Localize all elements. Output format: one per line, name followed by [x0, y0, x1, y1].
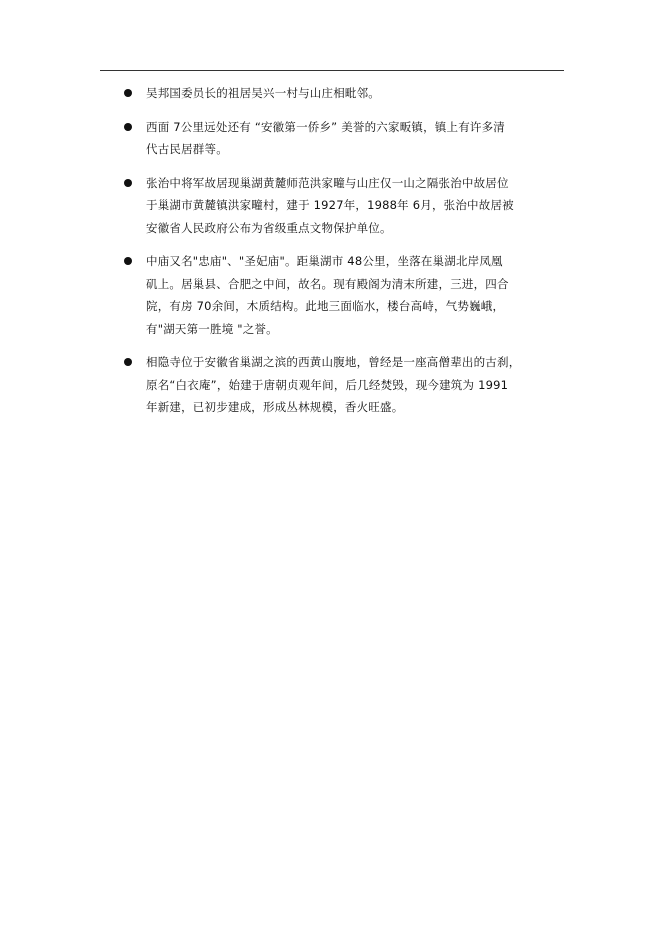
bullet-icon [124, 123, 132, 131]
header-rule [100, 70, 564, 71]
list-item-line: 相隐寺位于安徽省巢湖之滨的西黄山腹地，曾经是一座高僧辈出的古刹， [146, 355, 521, 369]
list-item [100, 351, 570, 419]
bullet-icon [124, 358, 132, 366]
list-item-line: 有"湖天第一胜境 "之誉。 [146, 321, 278, 336]
list-item [100, 250, 570, 340]
bullet-icon [124, 89, 132, 97]
list-item [100, 116, 570, 161]
list-item-line: 院，有房 70余间，木质结构。此地三面临水，楼台高峙，气势巍峨， [146, 299, 505, 313]
list-item-line: 于巢湖市黄麓镇洪家疃村，建于 1927年，1988年 6月，张治中故居被 [146, 198, 514, 212]
list-item-line: 代古民居群等。 [146, 142, 228, 156]
bullet-list [100, 82, 570, 430]
list-item [100, 172, 570, 240]
list-item-line: 矶上。居巢县、合肥之中间，故名。现有殿阁为清末所建，三进，四合 [146, 276, 509, 291]
bullet-icon [124, 179, 132, 187]
list-item-line: 年新建，已初步建成，形成丛林规模，香火旺盛。 [146, 400, 404, 414]
bullet-icon [124, 257, 132, 265]
list-item-line: 原名“白衣庵”，始建于唐朝贞观年间，后几经焚毁，现今建筑为 1991 [146, 377, 509, 392]
list-item-line: 吴邦国委员长的祖居吴兴一村与山庄相毗邻。 [146, 86, 380, 100]
list-item-line: 安徽省人民政府公布为省级重点文物保护单位。 [146, 220, 392, 235]
list-item [100, 82, 570, 105]
list-item-line: 中庙又名"忠庙"、"圣妃庙"。距巢湖市 48公里，坐落在巢湖北岸凤凰 [146, 254, 503, 268]
list-item-line: 西面 7公里远处还有 “安徽第一侨乡” 美誉的六家畈镇，镇上有许多清 [146, 119, 505, 134]
list-item-line: 张治中将军故居现巢湖黄麓师范洪家疃与山庄仅一山之隔张治中故居位 [146, 175, 509, 190]
